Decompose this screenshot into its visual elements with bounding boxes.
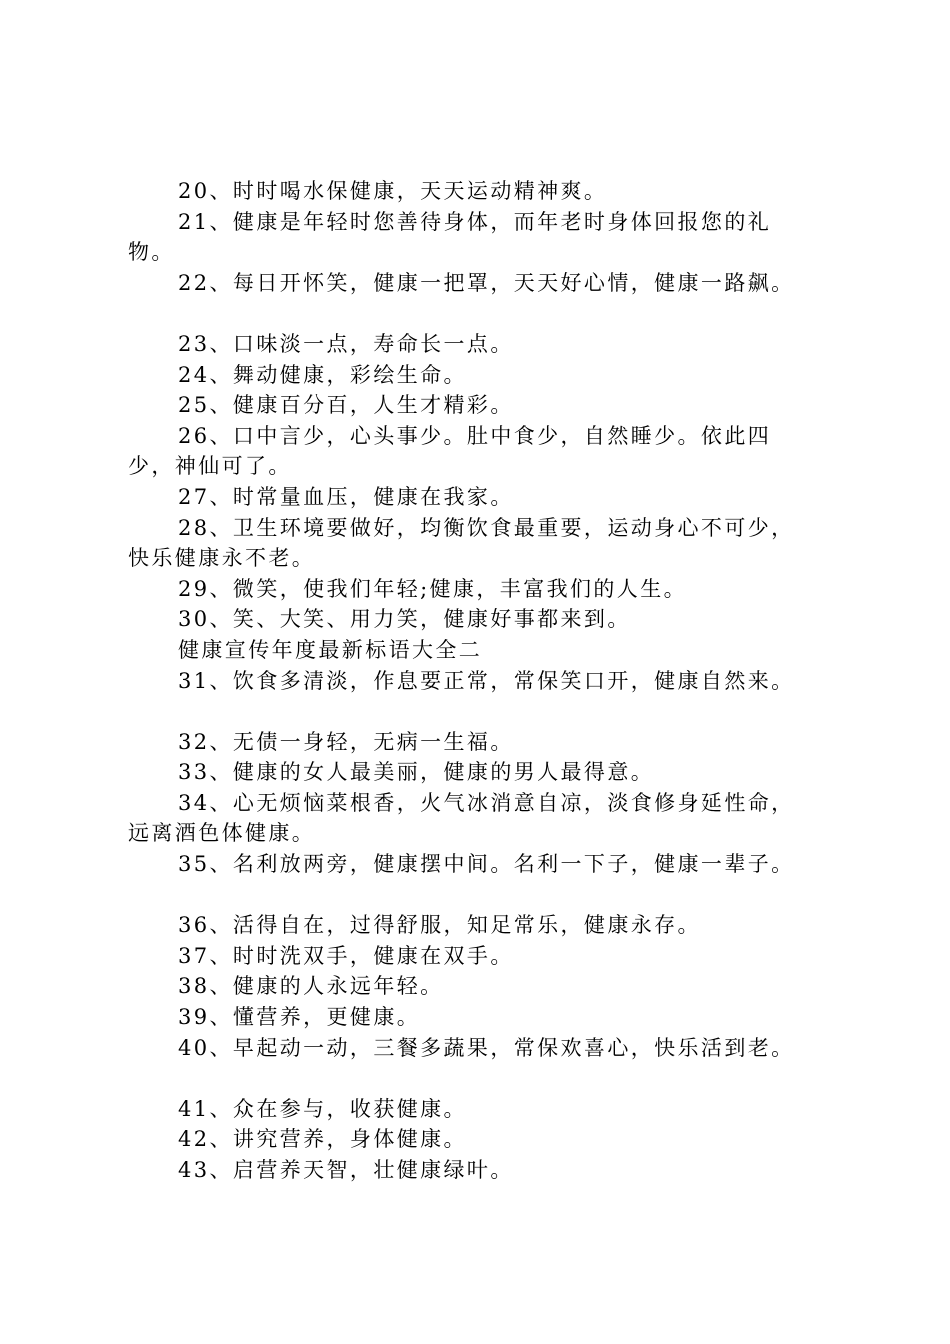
slogan-line: 38、健康的人永远年轻。 bbox=[178, 974, 444, 999]
slogan-line: 43、启营养天智，壮健康绿叶。 bbox=[178, 1158, 514, 1182]
slogan-line: 29、微笑，使我们年轻;健康，丰富我们的人生。 bbox=[178, 576, 687, 601]
slogan-line: 25、健康百分百，人生才精彩。 bbox=[178, 393, 514, 418]
slogan-line: 35、名利放两旁，健康摆中间。名利一下子，健康一辈子。 bbox=[178, 852, 795, 877]
slogan-line: 21、健康是年轻时您善待身体，而年老时身体回报您的礼 bbox=[178, 209, 772, 234]
slogan-line: 41、众在参与，收获健康。 bbox=[178, 1096, 467, 1121]
slogan-line: 32、无债一身轻，无病一生福。 bbox=[178, 729, 514, 754]
slogan-line: 37、时时洗双手，健康在双手。 bbox=[178, 943, 514, 968]
slogan-line: 34、心无烦恼菜根香，火气冰消意自凉，淡食修身延性命， bbox=[178, 790, 795, 815]
slogan-line-continuation: 物。 bbox=[128, 240, 175, 265]
blank-line bbox=[128, 696, 848, 727]
slogan-line: 26、口中言少，心头事少。肚中食少，自然睡少。依此四 bbox=[178, 423, 772, 448]
blank-line bbox=[128, 298, 848, 329]
slogan-line: 40、早起动一动，三餐多蔬果，常保欢喜心，快乐活到老。 bbox=[178, 1035, 795, 1060]
slogan-line: 33、健康的女人最美丽，健康的男人最得意。 bbox=[178, 760, 655, 785]
blank-line bbox=[128, 880, 848, 911]
slogan-line: 31、饮食多清淡，作息要正常，常保笑口开，健康自然来。 bbox=[178, 668, 795, 693]
slogan-line-continuation: 远离酒色体健康。 bbox=[128, 821, 316, 846]
slogan-line: 22、每日开怀笑，健康一把罩，天天好心情，健康一路飙。 bbox=[178, 270, 795, 295]
slogan-line: 28、卫生环境要做好，均衡饮食最重要，运动身心不可少， bbox=[178, 515, 795, 540]
slogan-line: 20、时时喝水保健康，天天运动精神爽。 bbox=[178, 179, 608, 203]
blank-line bbox=[128, 1063, 848, 1094]
slogan-line: 36、活得自在，过得舒服，知足常乐，健康永存。 bbox=[178, 913, 701, 938]
slogan-line: 42、讲究营养，身体健康。 bbox=[178, 1127, 467, 1152]
slogan-line: 23、口味淡一点，寿命长一点。 bbox=[178, 331, 514, 356]
slogan-line: 30、笑、大笑、用力笑，健康好事都来到。 bbox=[178, 607, 631, 632]
slogan-line-continuation: 快乐健康永不老。 bbox=[128, 546, 316, 571]
document-body bbox=[128, 176, 848, 1186]
slogan-line: 24、舞动健康，彩绘生命。 bbox=[178, 362, 467, 387]
slogan-line-continuation: 少，神仙可了。 bbox=[128, 454, 292, 479]
slogan-line: 39、懂营养，更健康。 bbox=[178, 1005, 421, 1030]
section-heading: 健康宣传年度最新标语大全二 bbox=[178, 637, 483, 662]
slogan-line: 27、时常量血压，健康在我家。 bbox=[178, 484, 514, 509]
